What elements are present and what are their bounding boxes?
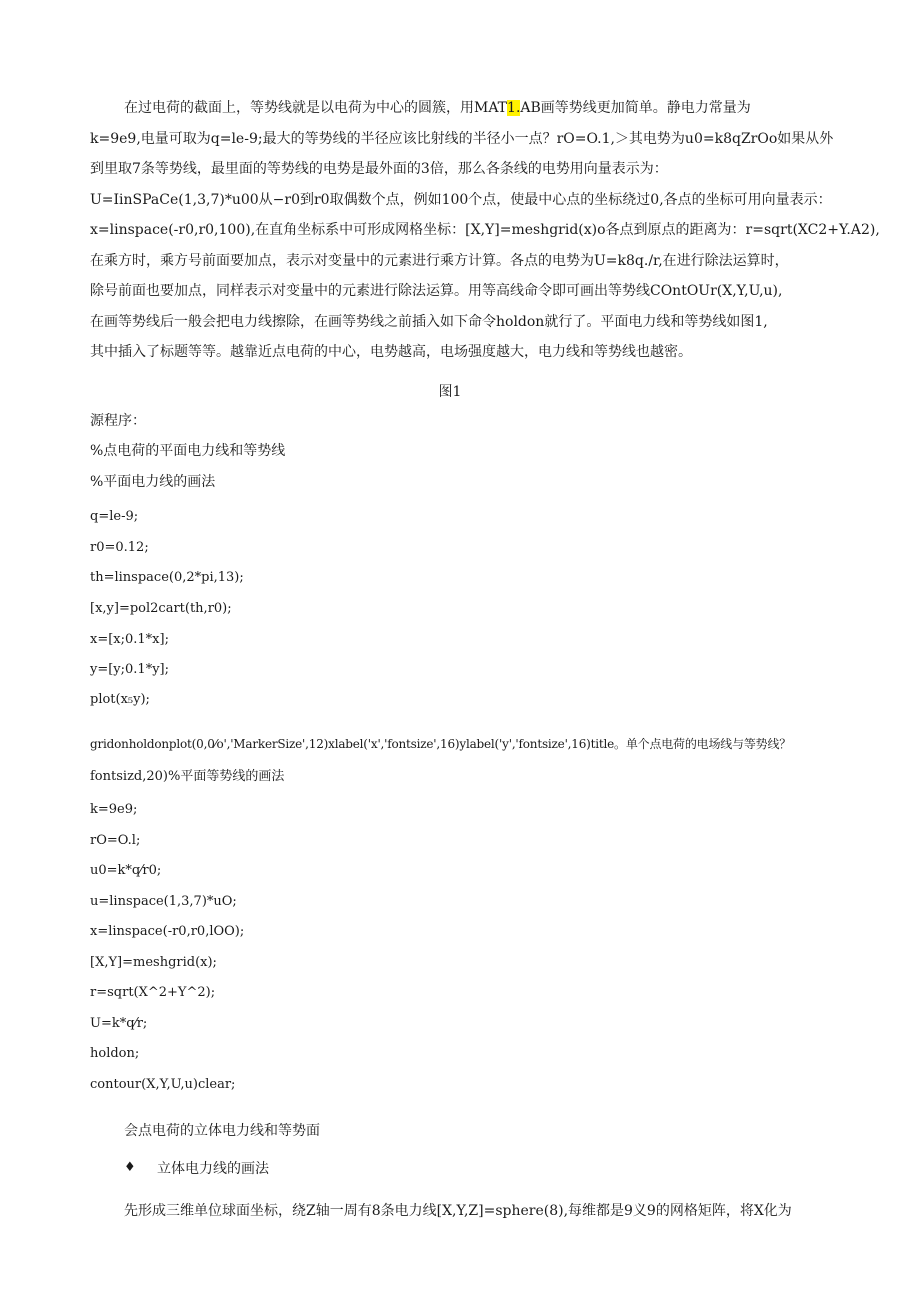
code-line: [x,y]=pol2cart(th,r0);: [90, 601, 232, 616]
code-line: gridonholdonplot(0,0⁄o','MarkerSize',12)xlabel('x','fontsize',16)ylabel('y','fontsize',16)title。单个点电荷的电场线与等势线？: [90, 737, 792, 751]
intro-line-9: 其中插入了标题等等。越靠近点电荷的中心，电势越高，电场强度越大，电力线和等势线也越密。: [90, 344, 692, 360]
body-text-line: 先形成三维单位球面坐标，绕Z轴一周有8条电力线[X,Y,Z]=sphere(8),每维都是9义9的网格矩阵，将X化为: [124, 1203, 792, 1219]
code-comment: %点电荷的平面电力线和等势线: [90, 443, 286, 459]
code-line: u=linspace(1,3,7)*uO;: [90, 894, 237, 909]
section-heading: 会点电荷的立体电力线和等势面: [124, 1123, 320, 1139]
highlighted-text: 1.: [507, 100, 521, 116]
code-line: th=linspace(0,2*pi,13);: [90, 570, 244, 585]
intro-line-2: k=9e9,电量可取为q=le-9;最大的等势线的半径应该比射线的半径小一点？rO=O.1,＞其电势为u0=k8qZrOo如果从外: [90, 130, 834, 147]
intro-line-1: 在过电荷的截面上，等势线就是以电荷为中心的圆簇，用MAT1.AB画等势线更加简单。静电力常量为: [124, 100, 751, 116]
intro-line-4: U=IinSPaCe(1,3,7)*u00从−r0到r0取偶数个点，例如100个点，使最中心点的坐标绕过0,各点的坐标可用向量表示：: [90, 191, 832, 208]
code-line: U=k*q⁄r;: [90, 1016, 148, 1031]
code-line: x=[x;0.1*x];: [90, 632, 169, 647]
code-comment: %平面电力线的画法: [90, 474, 216, 490]
code-line: r=sqrt(X^2+Y^2);: [90, 985, 216, 1000]
intro-line-6: 在乘方时，乘方号前面要加点，表示对变量中的元素进行乘方计算。各点的电势为U=k8q./r,在进行除法运算时，: [90, 252, 789, 269]
intro-line-8: 在画等势线后一般会把电力线擦除，在画等势线之前插入如下命令holdon就行了。平面电力线和等势线如图1,: [90, 313, 768, 330]
intro-line-7: 除号前面也要加点，同样表示对变量中的元素进行除法运算。用等高线命令即可画出等势线COntOUr(X,Y,U,u),: [90, 283, 783, 299]
intro-line-5: x=linspace(-r0,r0,100),在直角坐标系中可形成网格坐标：[X,Y]=meshgrid(x)o各点到原点的距离为：r=sqrt(XC2+Y.A2),: [90, 222, 880, 238]
figure-caption: 图1: [438, 384, 462, 400]
code-line: fontsizd,20)%平面等势线的画法: [90, 769, 285, 784]
bullet-item-text: 立体电力线的画法: [157, 1161, 269, 1177]
source-label: 源程序：: [90, 413, 146, 429]
code-line: contour(X,Y,U,u)clear;: [90, 1077, 236, 1092]
code-line: [X,Y]=meshgrid(x);: [90, 955, 217, 970]
code-line: q=le-9;: [90, 509, 139, 524]
intro-paragraph: [90, 93, 880, 368]
code-line: plot(x₅y);: [90, 692, 150, 707]
code-line: k=9e9;: [90, 802, 138, 817]
code-line: x=linspace(-r0,r0,lOO);: [90, 924, 245, 939]
code-line: rO=O.l;: [90, 833, 141, 848]
code-line: y=[y;0.1*y];: [90, 662, 170, 677]
intro-line-3: 到里取7条等势线，最里面的等势线的电势是最外面的3倍，那么各条线的电势用向量表示为：: [90, 161, 668, 177]
diamond-bullet-icon: ♦: [124, 1160, 136, 1175]
code-line: r0=0.12;: [90, 540, 149, 555]
code-line: holdon;: [90, 1046, 140, 1061]
code-line: u0=k*q⁄r0;: [90, 863, 162, 878]
